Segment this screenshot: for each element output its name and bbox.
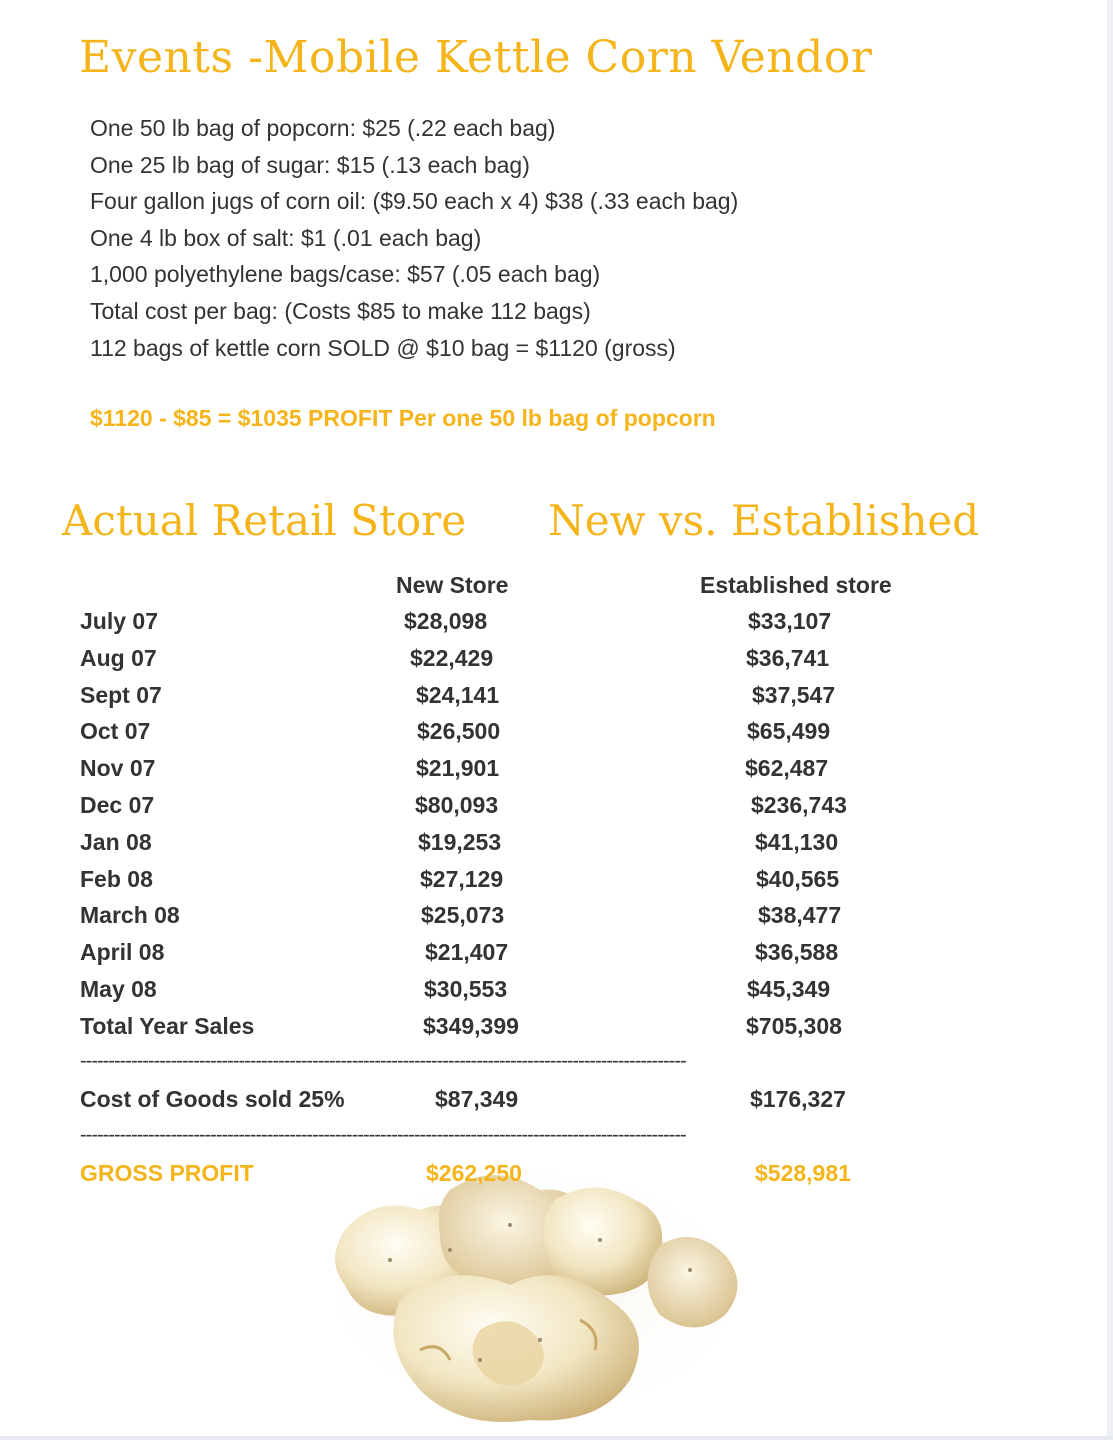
retail-title: Actual Retail Store (62, 496, 467, 545)
new-store-value: $80,093 (415, 792, 499, 818)
established-store-value: $236,743 (751, 792, 847, 818)
new-store-value: $21,407 (425, 939, 509, 966)
row-label: Aug 07 (80, 644, 157, 671)
page-edge (1107, 0, 1113, 1440)
new-store-value: $28,098 (404, 608, 488, 634)
new-store-value: $26,500 (417, 718, 501, 745)
established-store-value: $705,308 (746, 1012, 842, 1039)
established-store-value: $62,487 (745, 755, 829, 782)
new-store-value: $19,253 (418, 828, 502, 855)
row-label: Jan 08 (80, 828, 152, 855)
row-label: March 08 (80, 902, 180, 929)
row-label: Nov 07 (80, 755, 156, 782)
new-store-value: $21,901 (416, 755, 500, 782)
page-bottom-edge (0, 1436, 1113, 1440)
row-label: Oct 07 (80, 718, 151, 745)
established-store-value: $45,349 (747, 976, 831, 1002)
row-label: Dec 07 (80, 792, 155, 818)
established-store-value: $33,107 (748, 608, 832, 634)
col-header-established-store: Established store (700, 572, 892, 598)
cogs-established-value: $176,327 (750, 1086, 846, 1112)
cost-line: Four gallon jugs of corn oil: ($9.50 each x 4) $38 (.33 each bag) (90, 188, 739, 215)
cogs-new-value: $87,349 (435, 1086, 519, 1112)
events-title: Events -Mobile Kettle Corn Vendor (79, 32, 873, 83)
cost-line: Total cost per bag: (Costs $85 to make 112 bags) (90, 297, 591, 324)
row-label: July 07 (80, 608, 158, 634)
cost-line: One 4 lb box of salt: $1 (.01 each bag) (90, 224, 482, 251)
row-label: May 08 (80, 976, 157, 1002)
new-store-value: $349,399 (423, 1012, 519, 1039)
cost-line: 1,000 polyethylene bags/case: $57 (.05 each bag) (90, 261, 601, 288)
gross-profit-label: GROSS PROFIT (80, 1160, 254, 1186)
gross-profit-new-value: $262,250 (426, 1160, 522, 1186)
cost-line: One 25 lb bag of sugar: $15 (.13 each bag) (90, 151, 530, 178)
established-store-value: $40,565 (756, 865, 840, 892)
established-store-value: $36,588 (755, 939, 839, 966)
separator-line: ----------------------------------------------------------------------------------------------------------- (80, 1124, 686, 1146)
row-label: April 08 (80, 939, 165, 966)
new-store-value: $24,141 (416, 681, 500, 708)
gross-profit-established-value: $528,981 (755, 1160, 851, 1186)
established-store-value: $65,499 (747, 718, 831, 745)
cogs-label: Cost of Goods sold 25% (80, 1086, 345, 1112)
new-store-value: $25,073 (421, 902, 505, 929)
comparison-title: New vs. Established (548, 496, 980, 545)
established-store-value: $36,741 (746, 644, 830, 671)
popcorn-image (300, 1150, 770, 1435)
row-label: Total Year Sales (80, 1012, 255, 1039)
cost-line: 112 bags of kettle corn SOLD @ $10 bag = $1120 (gross) (90, 334, 676, 361)
separator-line: ----------------------------------------------------------------------------------------------------------- (80, 1050, 686, 1072)
established-store-value: $38,477 (758, 902, 842, 929)
cost-list (90, 110, 738, 366)
profit-summary: $1120 - $85 = $1035 PROFIT Per one 50 lb bag of popcorn (90, 405, 716, 431)
new-store-value: $30,553 (424, 976, 508, 1002)
cost-line: One 50 lb bag of popcorn: $25 (.22 each bag) (90, 115, 556, 141)
row-label: Sept 07 (80, 681, 162, 708)
new-store-value: $27,129 (420, 865, 504, 892)
row-label: Feb 08 (80, 865, 153, 892)
new-store-value: $22,429 (410, 644, 494, 671)
established-store-value: $37,547 (752, 681, 836, 708)
established-store-value: $41,130 (755, 828, 839, 855)
col-header-new-store: New Store (396, 572, 509, 598)
